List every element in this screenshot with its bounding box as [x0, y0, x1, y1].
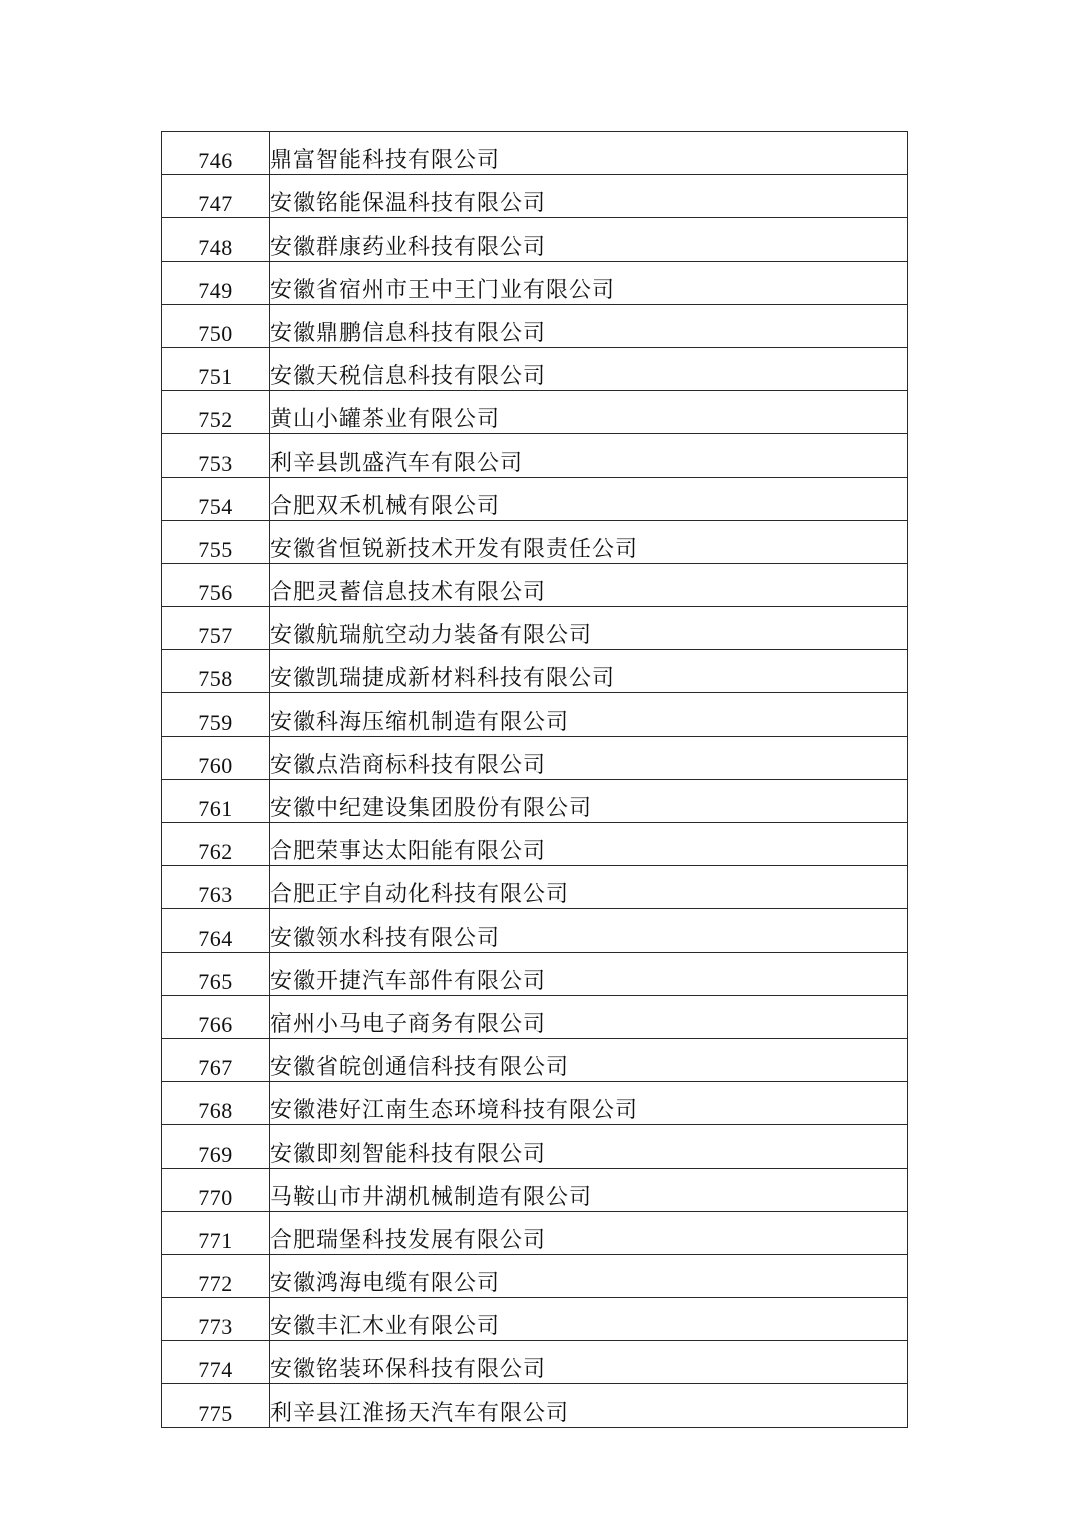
- row-number: 754: [162, 477, 270, 520]
- row-number: 756: [162, 563, 270, 606]
- table-row: [162, 391, 908, 434]
- company-name: 合肥荣事达太阳能有限公司: [270, 823, 908, 866]
- table-row: [162, 650, 908, 693]
- table-row: [162, 175, 908, 218]
- row-number: 775: [162, 1384, 270, 1427]
- row-number: 762: [162, 823, 270, 866]
- table-row: [162, 823, 908, 866]
- row-number: 757: [162, 607, 270, 650]
- row-number: 761: [162, 779, 270, 822]
- row-number: 748: [162, 218, 270, 261]
- row-number: 773: [162, 1298, 270, 1341]
- row-number: 758: [162, 650, 270, 693]
- table-row: [162, 218, 908, 261]
- company-name: 马鞍山市井湖机械制造有限公司: [270, 1168, 908, 1211]
- company-name: 利辛县江淮扬天汽车有限公司: [270, 1384, 908, 1427]
- row-number: 746: [162, 132, 270, 175]
- row-number: 764: [162, 909, 270, 952]
- company-name: 安徽铭能保温科技有限公司: [270, 175, 908, 218]
- company-name: 宿州小马电子商务有限公司: [270, 995, 908, 1038]
- table-row: [162, 779, 908, 822]
- company-name: 安徽省恒锐新技术开发有限责任公司: [270, 520, 908, 563]
- company-name: 安徽领水科技有限公司: [270, 909, 908, 952]
- company-name: 安徽港好江南生态环境科技有限公司: [270, 1082, 908, 1125]
- company-name: 合肥瑞堡科技发展有限公司: [270, 1211, 908, 1254]
- table-row: [162, 520, 908, 563]
- table-row: [162, 909, 908, 952]
- row-number: 749: [162, 261, 270, 304]
- company-list-table: [161, 131, 908, 1428]
- row-number: 755: [162, 520, 270, 563]
- company-name: 合肥灵蓄信息技术有限公司: [270, 563, 908, 606]
- table-row: [162, 1125, 908, 1168]
- table-row: [162, 347, 908, 390]
- company-name: 安徽省宿州市王中王门业有限公司: [270, 261, 908, 304]
- row-number: 768: [162, 1082, 270, 1125]
- table-row: [162, 995, 908, 1038]
- row-number: 763: [162, 866, 270, 909]
- table-row: [162, 866, 908, 909]
- table-row: [162, 1298, 908, 1341]
- table-body: [162, 132, 908, 1428]
- row-number: 753: [162, 434, 270, 477]
- row-number: 747: [162, 175, 270, 218]
- company-name: 安徽中纪建设集团股份有限公司: [270, 779, 908, 822]
- company-name: 鼎富智能科技有限公司: [270, 132, 908, 175]
- company-name: 安徽即刻智能科技有限公司: [270, 1125, 908, 1168]
- company-name: 安徽群康药业科技有限公司: [270, 218, 908, 261]
- table-row: [162, 304, 908, 347]
- row-number: 770: [162, 1168, 270, 1211]
- row-number: 771: [162, 1211, 270, 1254]
- company-name: 安徽省皖创通信科技有限公司: [270, 1038, 908, 1081]
- company-name: 安徽航瑞航空动力装备有限公司: [270, 607, 908, 650]
- company-name: 安徽天税信息科技有限公司: [270, 347, 908, 390]
- table-row: [162, 693, 908, 736]
- table-row: [162, 261, 908, 304]
- table-row: [162, 1038, 908, 1081]
- table-row: [162, 952, 908, 995]
- table-row: [162, 434, 908, 477]
- row-number: 752: [162, 391, 270, 434]
- row-number: 767: [162, 1038, 270, 1081]
- row-number: 769: [162, 1125, 270, 1168]
- table-row: [162, 1341, 908, 1384]
- company-name: 黄山小罐茶业有限公司: [270, 391, 908, 434]
- company-name: 安徽凯瑞捷成新材料科技有限公司: [270, 650, 908, 693]
- row-number: 774: [162, 1341, 270, 1384]
- company-name: 安徽点浩商标科技有限公司: [270, 736, 908, 779]
- row-number: 751: [162, 347, 270, 390]
- row-number: 759: [162, 693, 270, 736]
- table-row: [162, 607, 908, 650]
- company-name: 安徽鸿海电缆有限公司: [270, 1254, 908, 1297]
- table-row: [162, 1082, 908, 1125]
- company-name: 安徽铭装环保科技有限公司: [270, 1341, 908, 1384]
- company-name: 合肥双禾机械有限公司: [270, 477, 908, 520]
- company-name: 安徽丰汇木业有限公司: [270, 1298, 908, 1341]
- table-row: [162, 736, 908, 779]
- company-name: 安徽鼎鹏信息科技有限公司: [270, 304, 908, 347]
- table-row: [162, 1384, 908, 1427]
- row-number: 765: [162, 952, 270, 995]
- row-number: 766: [162, 995, 270, 1038]
- table-row: [162, 477, 908, 520]
- table-row: [162, 1254, 908, 1297]
- row-number: 760: [162, 736, 270, 779]
- company-name: 安徽科海压缩机制造有限公司: [270, 693, 908, 736]
- table-row: [162, 563, 908, 606]
- company-name: 利辛县凯盛汽车有限公司: [270, 434, 908, 477]
- table-row: [162, 132, 908, 175]
- row-number: 772: [162, 1254, 270, 1297]
- table-row: [162, 1211, 908, 1254]
- company-name: 安徽开捷汽车部件有限公司: [270, 952, 908, 995]
- company-name: 合肥正宇自动化科技有限公司: [270, 866, 908, 909]
- table-row: [162, 1168, 908, 1211]
- row-number: 750: [162, 304, 270, 347]
